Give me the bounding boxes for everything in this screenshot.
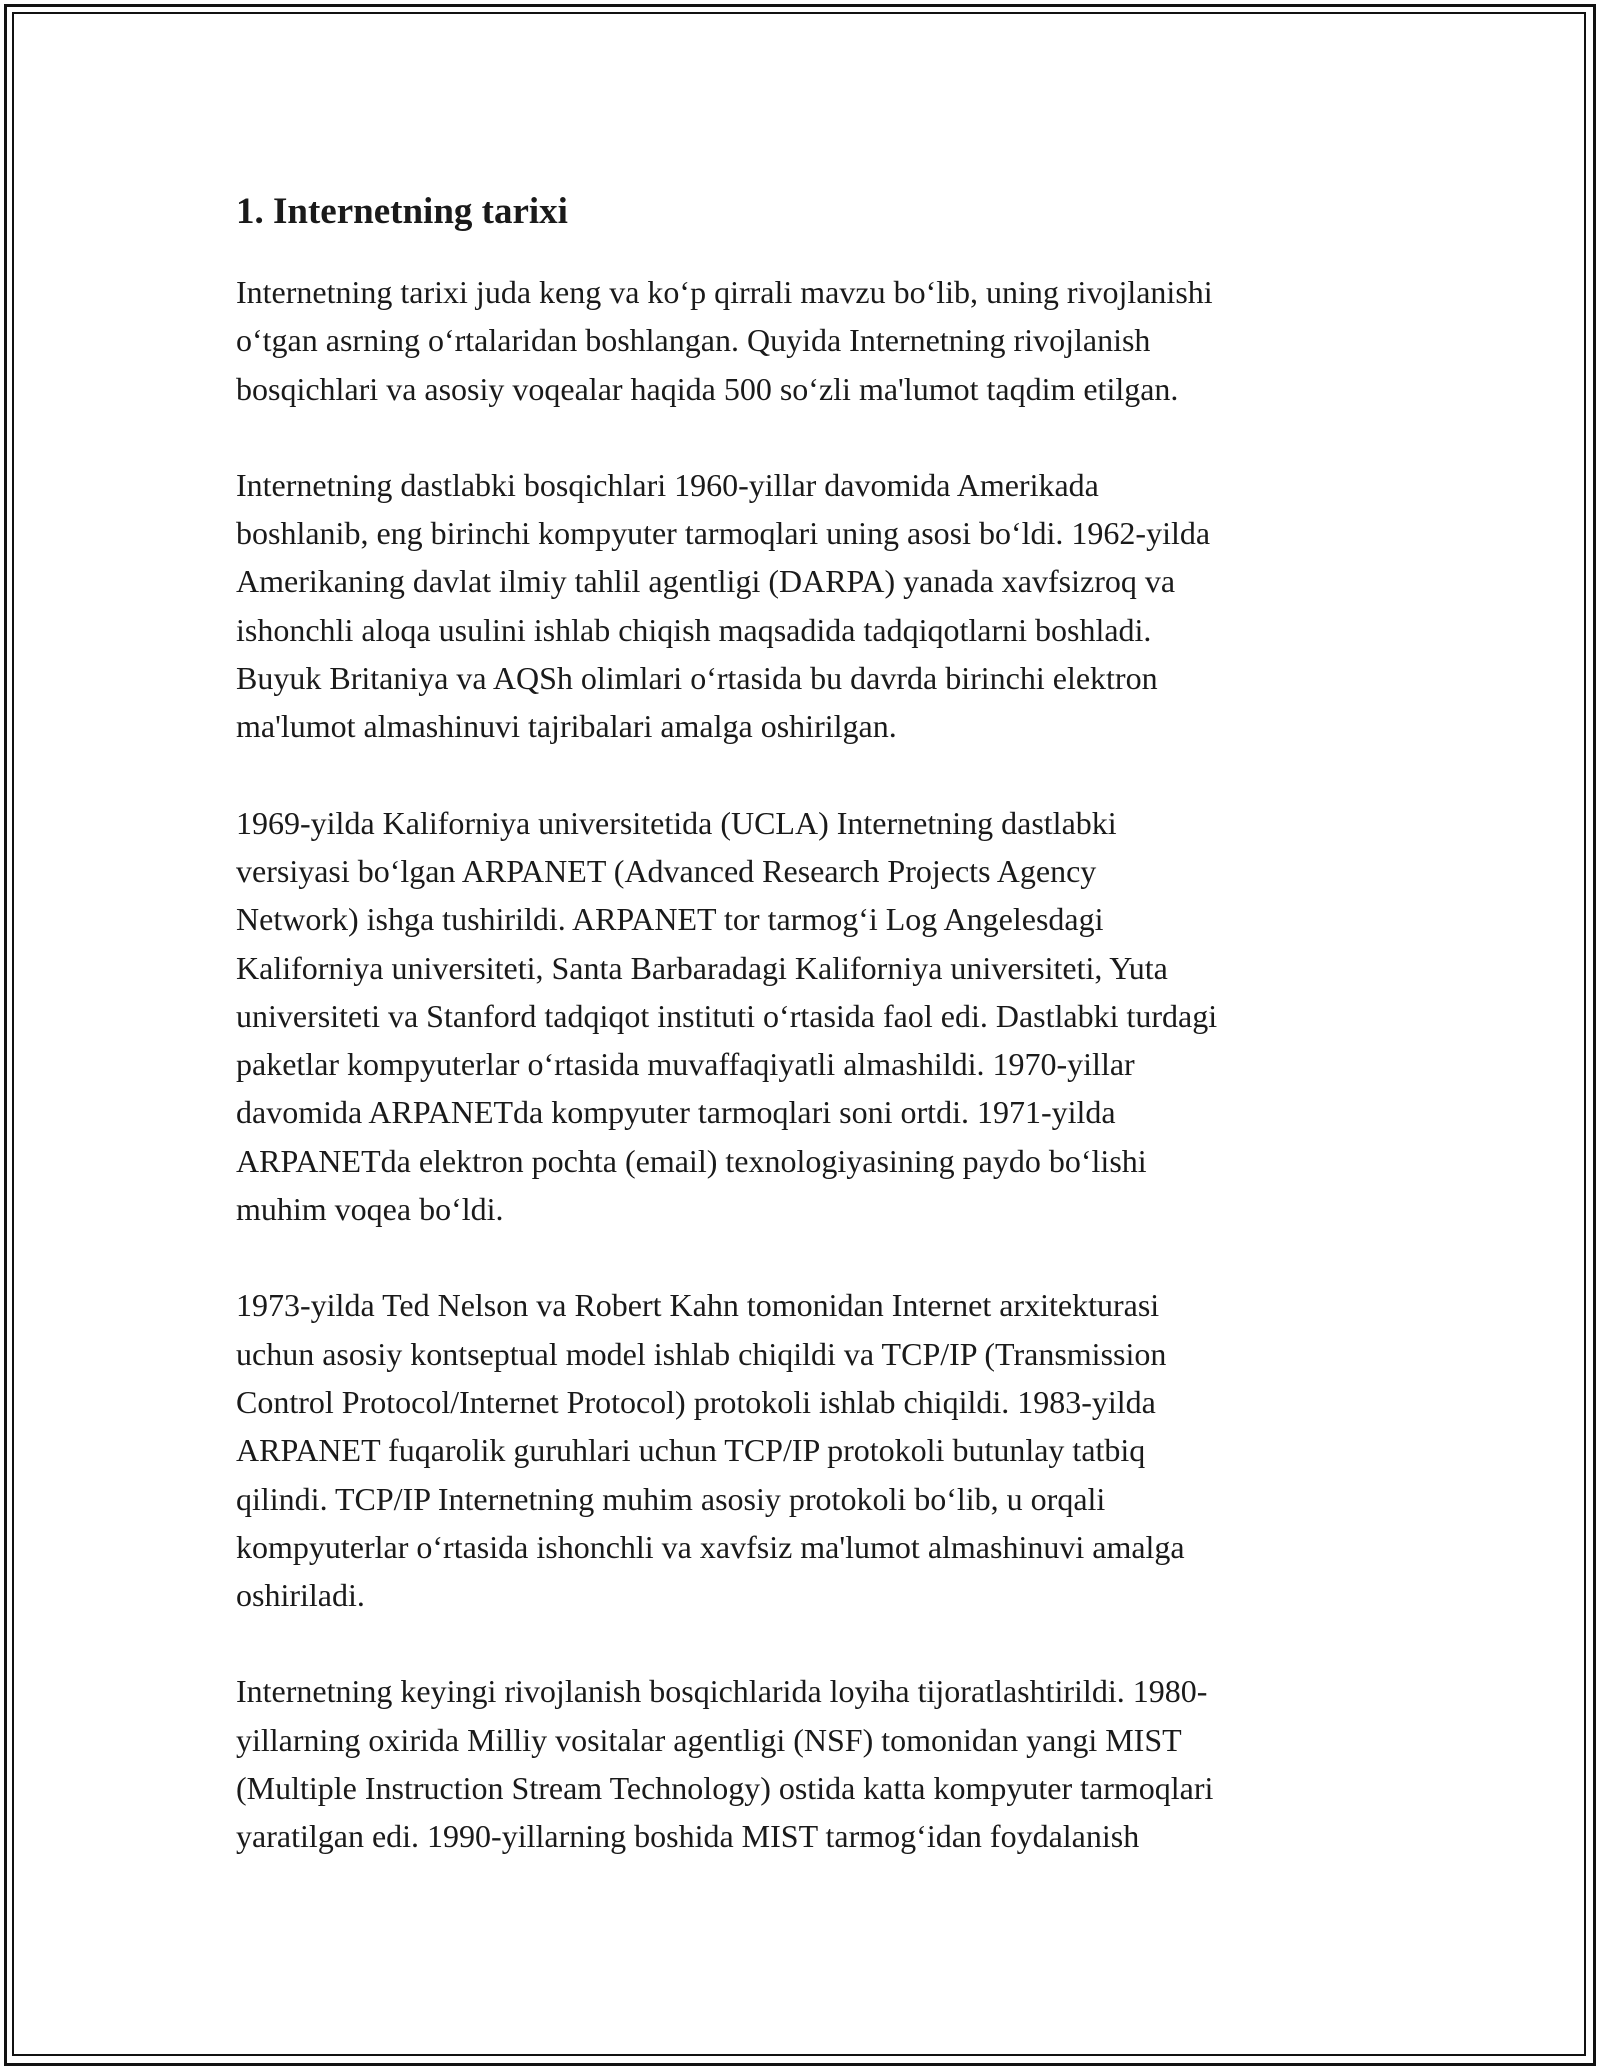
paragraph-line: Buyuk Britaniya va AQSh olimlari o‘rtasida bu davrda birinchi elektron	[236, 660, 1158, 697]
paragraph-line: Amerikaning davlat ilmiy tahlil agentligi (DARPA) yanada xavfsizroq va	[236, 563, 1176, 600]
paragraph-line: davomida ARPANETda kompyuter tarmoqlari soni ortdi. 1971-yilda	[236, 1094, 1116, 1131]
paragraph-line: qilindi. TCP/IP Internetning muhim asosiy protokoli bo‘lib, u orqali	[236, 1480, 1106, 1517]
paragraph-line: yaratilgan edi. 1990-yillarning boshida MIST tarmog‘idan foydalanish	[236, 1818, 1140, 1855]
paragraph-line: Kaliforniya universiteti, Santa Barbaradagi Kaliforniya universiteti, Yuta	[236, 949, 1168, 986]
paragraph-line: versiyasi bo‘lgan ARPANET (Advanced Research Projects Agency	[236, 852, 1097, 889]
paragraph-line: yillarning oxirida Milliy vositalar agentligi (NSF) tomonidan yangi MIST	[236, 1721, 1182, 1758]
paragraph-line: Internetning tarixi juda keng va ko‘p qirrali mavzu bo‘lib, uning rivojlanishi	[236, 274, 1213, 310]
paragraph-commercialization	[236, 1667, 1366, 1860]
paragraph-line: universiteti va Stanford tadqiqot instituti o‘rtasida faol edi. Dastlabki turdagi	[236, 997, 1218, 1034]
paragraph-line: ARPANETda elektron pochta (email) texnologiyasining paydo bo‘lishi	[236, 1142, 1147, 1179]
paragraph-line: ma'lumot almashinuvi tajribalari amalga oshirilgan.	[236, 708, 897, 745]
paragraph-line: uchun asosiy kontseptual model ishlab chiqildi va TCP/IP (Transmission	[236, 1335, 1167, 1372]
paragraph-line: Control Protocol/Internet Protocol) protokoli ishlab chiqildi. 1983-yilda	[236, 1383, 1156, 1420]
paragraph-line: boshlanib, eng birinchi kompyuter tarmoqlari uning asosi bo‘ldi. 1962-yilda	[236, 515, 1211, 552]
paragraph-line: paketlar kompyuterlar o‘rtasida muvaffaqiyatli almashildi. 1970-yillar	[236, 1046, 1135, 1083]
paragraph-line: oshiriladi.	[236, 1577, 365, 1614]
paragraph-line: 1973-yilda Ted Nelson va Robert Kahn tomonidan Internet arxitekturasi	[236, 1287, 1160, 1324]
paragraph-early-stages	[236, 461, 1366, 751]
paragraph-arpanet	[236, 799, 1366, 1234]
paragraph-tcp-ip	[236, 1281, 1366, 1619]
paragraph-intro	[236, 268, 1366, 413]
paragraph-line: ishonchli aloqa usulini ishlab chiqish maqsadida tadqiqotlarni boshladi.	[236, 611, 1152, 648]
paragraph-line: bosqichlari va asosiy voqealar haqida 500 so‘zli ma'lumot taqdim etilgan.	[236, 370, 1179, 407]
paragraph-line: ARPANET fuqarolik guruhlari uchun TCP/IP protokoli butunlay tatbiq	[236, 1432, 1146, 1469]
paragraph-line: 1969-yilda Kaliforniya universitetida (UCLA) Internetning dastlabki	[236, 804, 1117, 841]
paragraph-line: (Multiple Instruction Stream Technology) ostida katta kompyuter tarmoqlari	[236, 1770, 1214, 1807]
document-body	[236, 190, 1366, 1909]
paragraph-line: muhim voqea bo‘ldi.	[236, 1191, 504, 1228]
paragraph-line: kompyuterlar o‘rtasida ishonchli va xavfsiz ma'lumot almashinuvi amalga	[236, 1528, 1185, 1565]
paragraph-line: o‘tgan asrning o‘rtalaridan boshlangan. Quyida Internetning rivojlanish	[236, 322, 1151, 359]
paragraph-line: Internetning dastlabki bosqichlari 1960-yillar davomida Amerikada	[236, 466, 1099, 503]
paragraph-line: Network) ishga tushirildi. ARPANET tor tarmog‘i Log Angelesdagi	[236, 901, 1104, 938]
paragraph-line: Internetning keyingi rivojlanish bosqichlarida loyiha tijoratlashtirildi. 1980-	[236, 1673, 1208, 1710]
section-heading: 1. Internetning tarixi	[236, 191, 568, 232]
